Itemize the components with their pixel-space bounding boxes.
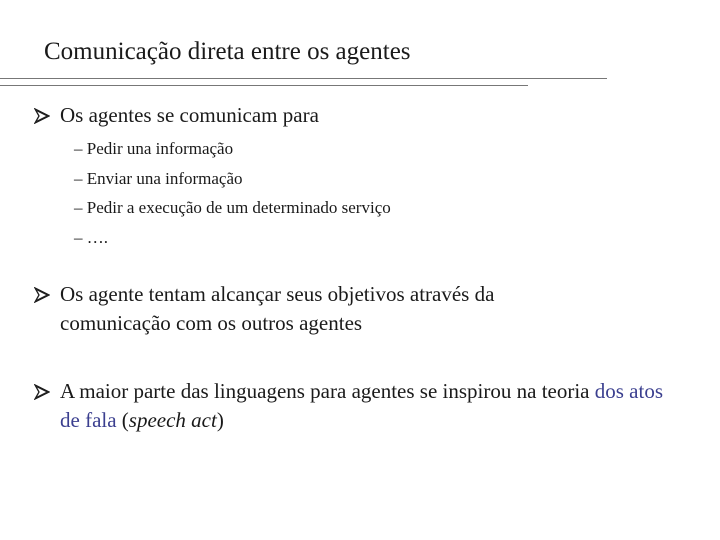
- speech-act-theory-term: dos atos de fala: [60, 379, 663, 432]
- bullet-text: Os agentes se comunicam para: [60, 103, 319, 127]
- bullet-text: [60, 379, 663, 432]
- speech-act-term: speech act: [128, 408, 217, 432]
- title-divider-bottom: [0, 85, 528, 86]
- arrowhead-bullet-icon: [34, 108, 50, 124]
- arrowhead-bullet-icon: [34, 287, 50, 303]
- sub-item: – Pedir una informação: [74, 139, 234, 158]
- sub-item: – Enviar una informação: [74, 168, 243, 188]
- bullet-item-3: [34, 377, 684, 435]
- sub-item: – Pedir a execução de um determinado serviço: [74, 198, 391, 217]
- open-paren: (: [116, 408, 129, 432]
- sub-item: – ….: [74, 227, 108, 247]
- slide-title: Comunicação direta entre os agentes: [44, 38, 411, 65]
- bullet-item-1: [34, 101, 319, 130]
- bullet-text-lead: A maior parte das linguagens para agentes se inspirou na teoria: [60, 379, 595, 403]
- close-paren: ): [216, 408, 224, 432]
- bullet-text: Os agente tentam alcançar seus objetivos através da comunicação com os outros agentes: [60, 282, 495, 335]
- sub-item-list: [74, 134, 391, 252]
- title-divider-top: [0, 78, 607, 79]
- bullet-item-2: [34, 280, 594, 338]
- arrowhead-bullet-icon: [34, 384, 50, 400]
